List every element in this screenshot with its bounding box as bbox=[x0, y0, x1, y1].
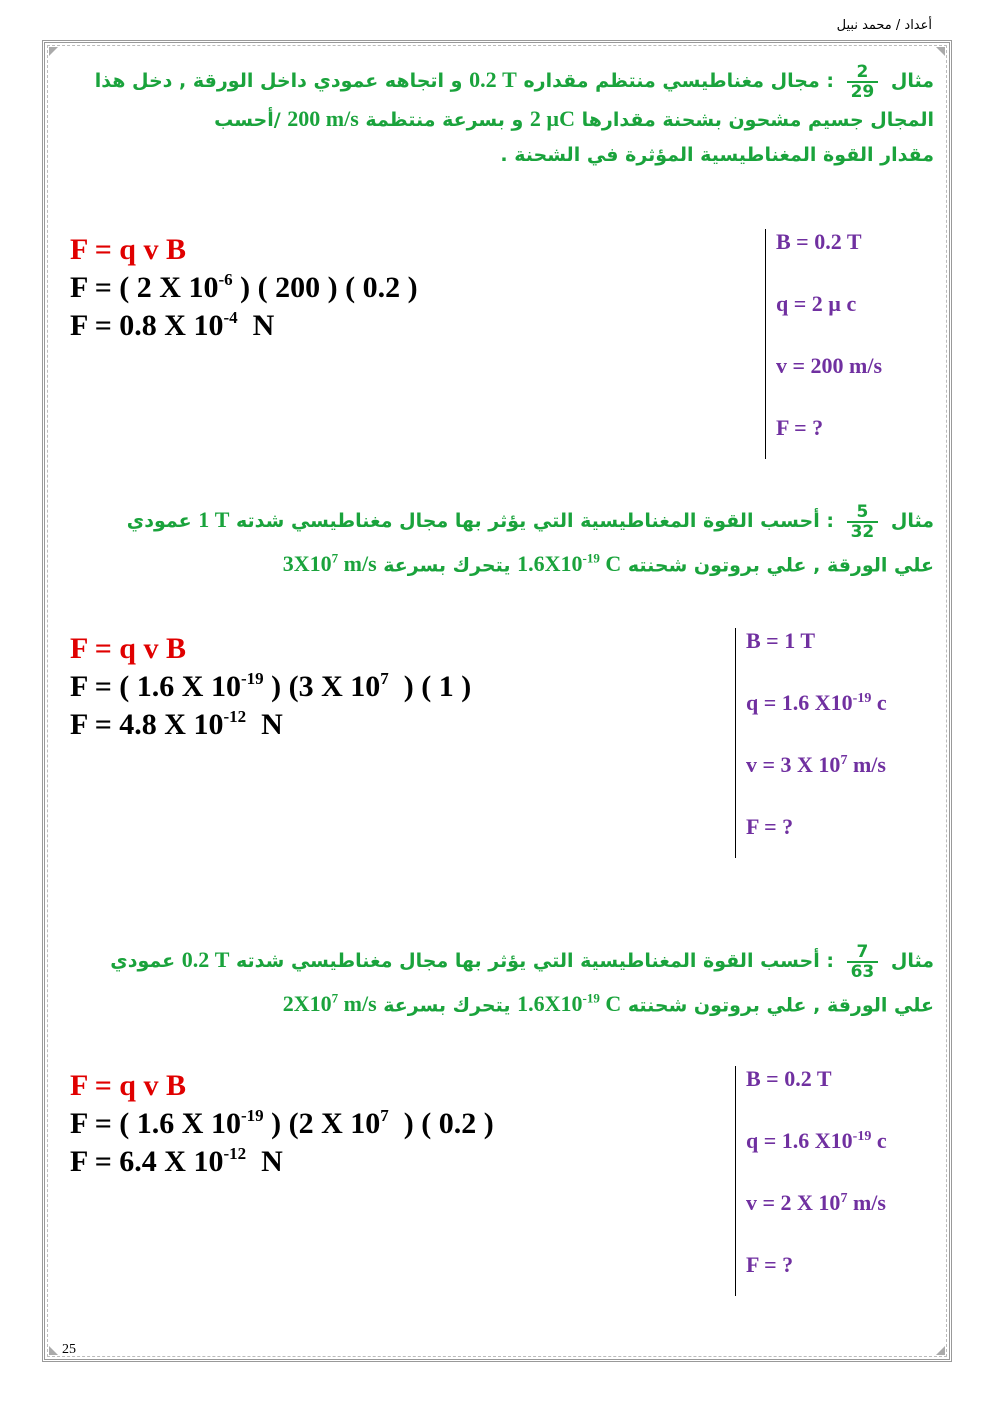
statement-text: : أحسب القوة المغناطيسية التي يؤثر بها مجال مغناطيسي شدته bbox=[236, 950, 834, 972]
value-text: 3X10 bbox=[282, 550, 332, 576]
given-v bbox=[776, 353, 882, 415]
example-2-statement bbox=[54, 502, 934, 583]
statement-text: المجال جسيم مشحون بشحنة مقدارها bbox=[581, 108, 934, 131]
result-unit: N bbox=[246, 708, 283, 741]
given-f: F = ? bbox=[776, 415, 824, 440]
given-b: B = 1 T bbox=[746, 628, 815, 653]
example-number-fraction bbox=[847, 63, 879, 101]
corner-ornament bbox=[49, 1346, 58, 1355]
exponent: -6 bbox=[218, 270, 233, 289]
step-text: F = ( 1.6 X 10 bbox=[70, 1107, 241, 1140]
example-label: مثال bbox=[890, 950, 934, 972]
result-unit: N bbox=[237, 309, 275, 342]
example-label: مثال bbox=[890, 510, 934, 532]
statement-text: يتحرك بسرعة bbox=[383, 553, 511, 576]
step-text: ) ( 1 ) bbox=[388, 670, 472, 703]
statement-text: و اتجاهه عمودي داخل الورقة , دخل هذا bbox=[94, 70, 463, 92]
velocity-value bbox=[283, 991, 377, 1016]
example-1-line-1 bbox=[54, 62, 934, 101]
statement-text: علي الورقة , علي بروتون شحنته bbox=[627, 993, 934, 1016]
formula: F = q v B bbox=[70, 632, 187, 665]
result bbox=[70, 307, 418, 345]
step-text: ) ( 200 ) ( 0.2 ) bbox=[232, 271, 418, 304]
example-3-givens bbox=[735, 1066, 887, 1296]
corner-ornament bbox=[936, 47, 945, 56]
exponent: 7 bbox=[840, 753, 848, 768]
charge-value bbox=[517, 551, 621, 576]
formula: F = q v B bbox=[70, 233, 187, 266]
given-text: v = 3 X 10 bbox=[746, 752, 841, 777]
example-number-fraction bbox=[847, 943, 879, 981]
example-2-line-1 bbox=[54, 502, 934, 541]
page-number: 25 bbox=[62, 1342, 76, 1357]
exponent: 7 bbox=[380, 1106, 389, 1125]
fraction-denominator: 32 bbox=[850, 521, 875, 542]
value-text: 1.6X10 bbox=[517, 990, 583, 1016]
given-q bbox=[746, 1128, 887, 1190]
corner-ornament bbox=[936, 1346, 945, 1355]
fraction-numerator: 5 bbox=[847, 503, 879, 523]
exponent: 7 bbox=[331, 550, 339, 566]
statement-text: يتحرك بسرعة bbox=[383, 993, 511, 1016]
given-f: F = ? bbox=[746, 814, 794, 839]
given-text: q = 1.6 X10 bbox=[746, 1128, 853, 1153]
statement-text: عمودي bbox=[110, 950, 176, 972]
example-3-statement bbox=[54, 942, 934, 1023]
step-text: ) (3 X 10 bbox=[263, 670, 381, 703]
result-text: F = 0.8 X 10 bbox=[70, 309, 224, 342]
formula: F = q v B bbox=[70, 1069, 187, 1102]
value-text: m/s bbox=[338, 990, 377, 1016]
example-3-solution bbox=[70, 1067, 494, 1181]
given-text: c bbox=[871, 1128, 887, 1153]
substitution-step bbox=[70, 668, 471, 706]
exponent: 7 bbox=[331, 990, 339, 1006]
example-1-solution bbox=[70, 231, 418, 345]
corner-ornament bbox=[49, 47, 58, 56]
exponent: -12 bbox=[223, 707, 247, 726]
substitution-step bbox=[70, 1105, 494, 1143]
example-1-statement bbox=[54, 62, 934, 173]
example-3-line-1 bbox=[54, 942, 934, 981]
step-text: F = ( 1.6 X 10 bbox=[70, 670, 241, 703]
exponent: -19 bbox=[582, 550, 600, 566]
field-value: 0.2 T bbox=[181, 947, 230, 972]
page-header: أعداد / محمد نبيل bbox=[836, 18, 932, 33]
example-number-fraction bbox=[847, 503, 879, 541]
fraction-denominator: 29 bbox=[850, 81, 875, 102]
value-text: C bbox=[599, 990, 622, 1016]
exponent: -19 bbox=[852, 691, 872, 706]
exponent: -12 bbox=[223, 1144, 247, 1163]
given-q bbox=[776, 291, 882, 353]
given-v bbox=[746, 752, 887, 814]
charge-value: 2 µC bbox=[529, 105, 575, 131]
value-text: m/s bbox=[338, 550, 377, 576]
exponent: -19 bbox=[240, 1106, 264, 1125]
exponent: -19 bbox=[582, 990, 600, 1006]
given-f: F = ? bbox=[746, 1252, 794, 1277]
example-label: مثال bbox=[890, 70, 934, 92]
charge-value bbox=[517, 991, 621, 1016]
given-text: q = 1.6 X10 bbox=[746, 690, 853, 715]
given-text: m/s bbox=[847, 752, 886, 777]
exponent: -4 bbox=[223, 308, 238, 327]
statement-text: /أحسب bbox=[214, 108, 281, 131]
given-q bbox=[746, 690, 887, 752]
exponent: -19 bbox=[852, 1129, 872, 1144]
value-text: 2X10 bbox=[282, 990, 332, 1016]
step-text: ) ( 0.2 ) bbox=[388, 1107, 494, 1140]
substitution-step bbox=[70, 269, 418, 307]
example-2-line-2 bbox=[54, 541, 934, 583]
result bbox=[70, 706, 471, 744]
result-unit: N bbox=[246, 1145, 283, 1178]
field-value: 0.2 T bbox=[469, 67, 517, 92]
exponent: 7 bbox=[380, 669, 389, 688]
field-value: 1 T bbox=[198, 507, 230, 532]
fraction-denominator: 63 bbox=[850, 961, 875, 982]
example-3-line-2 bbox=[54, 981, 934, 1023]
statement-text: : أحسب القوة المغناطيسية التي يؤثر بها مجال مغناطيسي شدته bbox=[236, 510, 834, 532]
given-text: c bbox=[871, 690, 887, 715]
example-2-solution bbox=[70, 630, 471, 744]
given-b: B = 0.2 T bbox=[776, 229, 862, 254]
example-1-line-2 bbox=[54, 101, 934, 138]
result bbox=[70, 1143, 494, 1181]
example-1-line-3: مقدار القوة المغناطيسية المؤثرة في الشحنة . bbox=[500, 143, 934, 166]
step-text: ) (2 X 10 bbox=[263, 1107, 381, 1140]
statement-text: و بسرعة منتظمة bbox=[365, 108, 524, 131]
velocity-value bbox=[283, 551, 377, 576]
statement-text: علي الورقة , علي بروتون شحنته bbox=[627, 553, 934, 576]
step-text: F = ( 2 X 10 bbox=[70, 271, 219, 304]
given-v bbox=[746, 1190, 887, 1252]
exponent: 7 bbox=[840, 1191, 848, 1206]
velocity-value: 200 m/s bbox=[287, 105, 359, 131]
given-text: m/s bbox=[847, 1190, 886, 1215]
value-text: C bbox=[599, 550, 622, 576]
statement-text: عمودي bbox=[126, 510, 192, 532]
example-2-givens bbox=[735, 628, 887, 858]
fraction-numerator: 7 bbox=[847, 943, 879, 963]
given-text: q = 2 µ c bbox=[776, 291, 857, 316]
given-b: B = 0.2 T bbox=[746, 1066, 832, 1091]
result-text: F = 6.4 X 10 bbox=[70, 1145, 224, 1178]
given-text: v = 200 m/s bbox=[776, 353, 883, 378]
statement-text: : مجال مغناطيسي منتظم مقداره bbox=[523, 70, 834, 92]
result-text: F = 4.8 X 10 bbox=[70, 708, 224, 741]
exponent: -19 bbox=[240, 669, 264, 688]
given-text: v = 2 X 10 bbox=[746, 1190, 841, 1215]
example-1-givens bbox=[765, 229, 882, 459]
fraction-numerator: 2 bbox=[847, 63, 879, 83]
value-text: 1.6X10 bbox=[517, 550, 583, 576]
